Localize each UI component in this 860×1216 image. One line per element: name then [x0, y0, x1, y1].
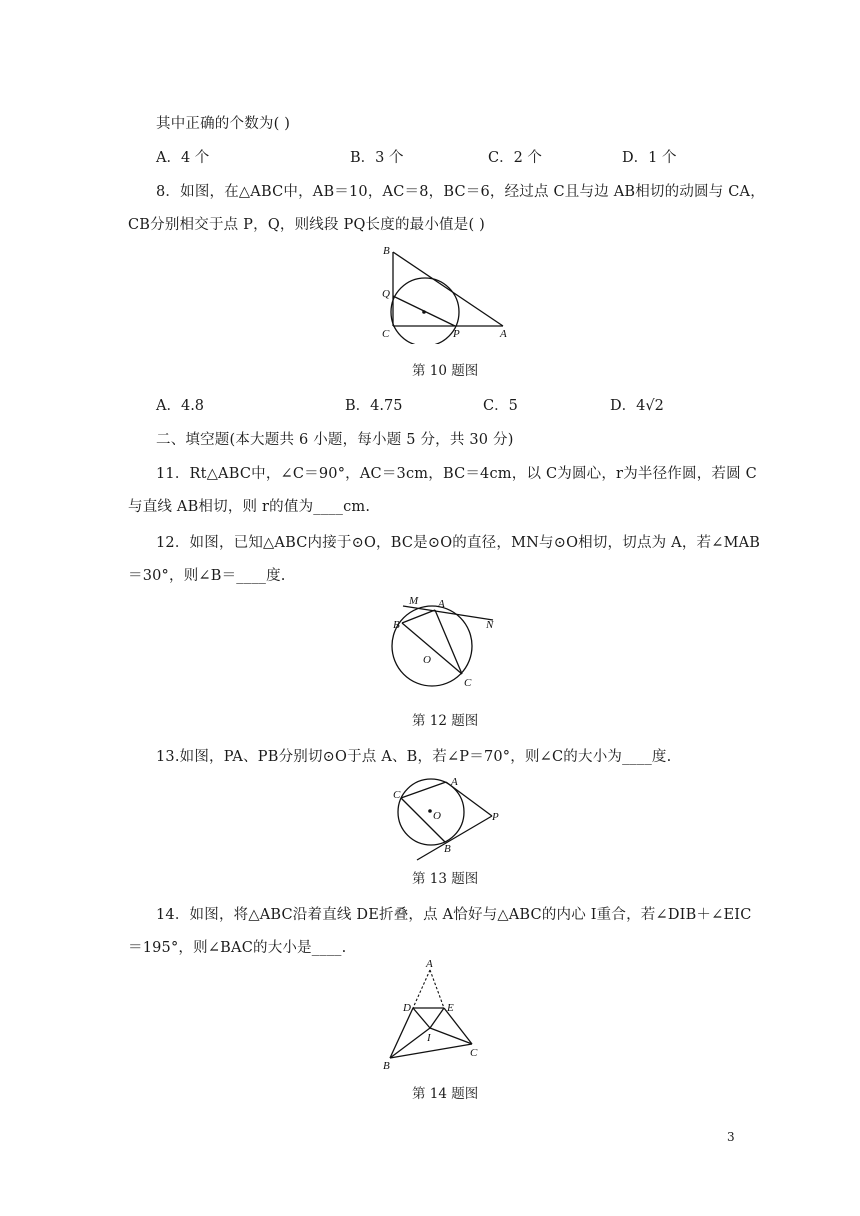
- q7-option-c: C．2 个: [488, 150, 542, 166]
- q14-label-c: C: [470, 1047, 478, 1059]
- q14-label-e: E: [447, 1002, 454, 1014]
- q13-label-c: C: [393, 789, 401, 801]
- q14-label-i: I: [427, 1032, 431, 1044]
- q13-text-line1: 13.如图，PA、PB分别切⊙O于点 A、B，若∠P＝70°，则∠C的大小为____度.: [156, 749, 672, 765]
- q7-stem: 其中正确的个数为( ): [156, 116, 291, 132]
- q8-text-line2: CB分别相交于点 P，Q，则线段 PQ长度的最小值是( ): [128, 217, 485, 233]
- q12-label-b: B: [393, 619, 400, 631]
- q8-label-p: P: [453, 328, 460, 340]
- q8-figure-caption: 第 10 题图: [412, 363, 479, 379]
- q8-text-line1: 8．如图，在△ABC中，AB＝10，AC＝8，BC＝6，经过点 C且与边 AB相切的动圆与 CA，: [156, 184, 765, 200]
- q8-option-a: A．4.8: [156, 398, 205, 414]
- q8-option-c: C．5: [483, 398, 518, 414]
- q14-text-line1: 14．如图，将△ABC沿着直线 DE折叠，点 A恰好与△ABC的内心 I重合，若∠DIB＋∠EIC: [156, 907, 752, 923]
- q8-label-c: C: [382, 328, 390, 340]
- q13-figure-caption: 第 13 题图: [412, 871, 479, 887]
- q14-label-a: A: [426, 958, 433, 970]
- q14-text-line2: ＝195°，则∠BAC的大小是____.: [128, 940, 347, 956]
- page-number: 3: [727, 1130, 735, 1144]
- q8-figure: [375, 240, 515, 344]
- q12-label-c: C: [464, 677, 472, 689]
- q11-text-line1: 11．Rt△ABC中，∠C＝90°，AC＝3cm，BC＝4cm，以 C为圆心，r为半径作圆，若圆 C: [156, 466, 757, 482]
- q12-label-o: O: [423, 654, 431, 666]
- q12-text-line2: ＝30°，则∠B＝____度.: [128, 568, 286, 584]
- q13-label-a: A: [451, 776, 458, 788]
- q7-option-a: A．4 个: [156, 150, 210, 166]
- q13-label-o: O: [433, 810, 441, 822]
- q13-label-p: P: [492, 811, 499, 823]
- q11-text-line2: 与直线 AB相切，则 r的值为____cm.: [128, 499, 371, 515]
- q12-figure-caption: 第 12 题图: [412, 713, 479, 729]
- q8-option-b: B．4.75: [345, 398, 403, 414]
- q8-label-q: Q: [382, 288, 390, 300]
- section-heading: 二、填空题(本大题共 6 小题，每小题 5 分，共 30 分): [156, 432, 514, 448]
- q14-label-d: D: [403, 1002, 411, 1014]
- q12-text-line1: 12．如图，已知△ABC内接于⊙O，BC是⊙O的直径，MN与⊙O相切，切点为 A，若∠MAB: [156, 535, 761, 551]
- q7-option-b: B．3 个: [350, 150, 404, 166]
- q14-label-b: B: [383, 1060, 390, 1072]
- q12-figure: [385, 592, 505, 696]
- q12-label-n: N: [486, 619, 494, 631]
- q12-label-a: A: [438, 598, 445, 610]
- q8-label-a: A: [500, 328, 507, 340]
- q12-label-m: M: [409, 595, 419, 607]
- q8-option-d: D．4√2: [610, 398, 664, 414]
- q14-figure: [372, 956, 492, 1074]
- q8-label-b: B: [383, 245, 390, 257]
- q13-label-b: B: [444, 843, 451, 855]
- q13-figure: [385, 770, 510, 862]
- q14-figure-caption: 第 14 题图: [412, 1086, 479, 1102]
- q7-option-d: D．1 个: [622, 150, 677, 166]
